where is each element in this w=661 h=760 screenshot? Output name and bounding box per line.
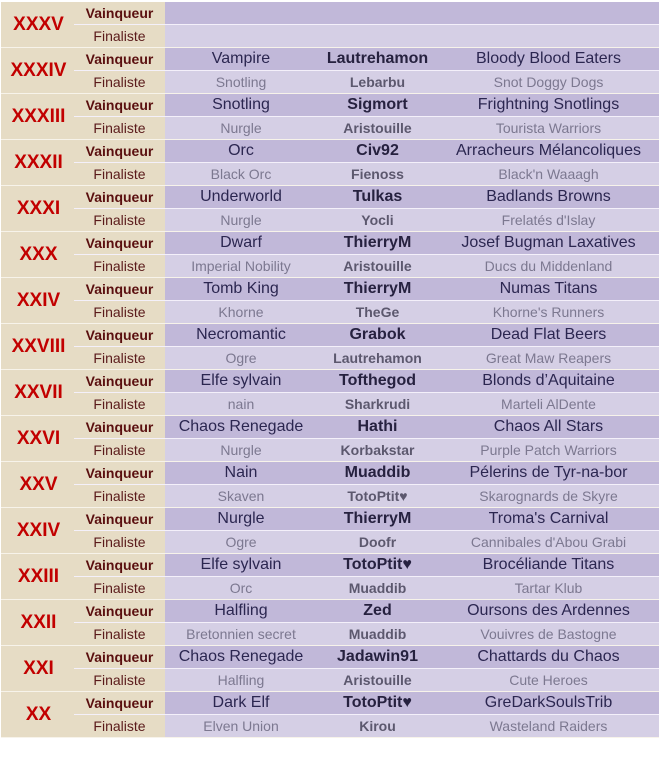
edition-group [1, 2, 659, 48]
winner-race [165, 2, 317, 24]
winner-team: Arracheurs Mélancoliques [438, 140, 659, 162]
winner-label: Vainqueur [74, 140, 165, 162]
winner-race: Dwarf [165, 232, 317, 254]
winner-coach: TotoPtit♥ [317, 692, 438, 714]
winner-team: GreDarkSoulsTrib [438, 692, 659, 714]
edition-group [1, 554, 659, 600]
finalist-race: Nurgle [165, 209, 317, 231]
winner-label: Vainqueur [74, 48, 165, 70]
winner-coach: Zed [317, 600, 438, 622]
winner-row [74, 48, 659, 71]
finalist-team: Vouivres de Bastogne [438, 623, 659, 645]
finalist-race: Halfling [165, 669, 317, 691]
finalist-team: Khorne's Runners [438, 301, 659, 323]
winner-row [74, 646, 659, 669]
finalist-label: Finaliste [74, 117, 165, 139]
edition-number: XXX [1, 232, 74, 277]
winner-coach: Lautrehamon [317, 48, 438, 70]
finalist-coach [317, 25, 438, 47]
finalist-label: Finaliste [74, 531, 165, 553]
winner-coach: ThierryM [317, 232, 438, 254]
finalist-race: Ogre [165, 531, 317, 553]
winner-coach: Grabok [317, 324, 438, 346]
winner-row [74, 232, 659, 255]
winner-coach: Sigmort [317, 94, 438, 116]
finalist-race: nain [165, 393, 317, 415]
finalist-team: Cannibales d'Abou Grabi [438, 531, 659, 553]
finalist-team: Wasteland Raiders [438, 715, 659, 737]
winner-team: Blonds d’Aquitaine [438, 370, 659, 392]
winner-row [74, 600, 659, 623]
finalist-row [74, 117, 659, 139]
edition-group [1, 646, 659, 692]
winner-team: Oursons des Ardennes [438, 600, 659, 622]
winner-row [74, 370, 659, 393]
finalist-coach: Doofr [317, 531, 438, 553]
finalist-row [74, 577, 659, 599]
winner-label: Vainqueur [74, 232, 165, 254]
winner-team: Chattards du Chaos [438, 646, 659, 668]
edition-group [1, 278, 659, 324]
winner-race: Dark Elf [165, 692, 317, 714]
winner-coach: ThierryM [317, 278, 438, 300]
winner-race: Chaos Renegade [165, 646, 317, 668]
finalist-coach: TotoPtit♥ [317, 485, 438, 507]
finalist-label: Finaliste [74, 25, 165, 47]
edition-number: XXXII [1, 140, 74, 185]
finalist-label: Finaliste [74, 623, 165, 645]
results-table [1, 2, 659, 738]
winner-coach: ThierryM [317, 508, 438, 530]
edition-number: XXXV [1, 2, 74, 47]
finalist-label: Finaliste [74, 301, 165, 323]
winner-team: Brocéliande Titans [438, 554, 659, 576]
edition-number: XXVI [1, 416, 74, 461]
winner-coach: Hathi [317, 416, 438, 438]
finalist-coach: TheGe [317, 301, 438, 323]
winner-label: Vainqueur [74, 462, 165, 484]
winner-row [74, 2, 659, 25]
finalist-coach: Lautrehamon [317, 347, 438, 369]
finalist-coach: Aristouille [317, 669, 438, 691]
edition-group [1, 48, 659, 94]
winner-team: Josef Bugman Laxatives [438, 232, 659, 254]
finalist-team: Tourista Warriors [438, 117, 659, 139]
finalist-row [74, 71, 659, 93]
winner-label: Vainqueur [74, 94, 165, 116]
winner-race: Elfe sylvain [165, 370, 317, 392]
finalist-team: Tartar Klub [438, 577, 659, 599]
winner-row [74, 186, 659, 209]
winner-label: Vainqueur [74, 646, 165, 668]
edition-group [1, 324, 659, 370]
winner-race: Chaos Renegade [165, 416, 317, 438]
winner-race: Nurgle [165, 508, 317, 530]
finalist-race: Khorne [165, 301, 317, 323]
edition-number: XXVIII [1, 324, 74, 369]
finalist-coach: Aristouille [317, 117, 438, 139]
finalist-row [74, 623, 659, 645]
finalist-row [74, 715, 659, 737]
finalist-team: Cute Heroes [438, 669, 659, 691]
edition-number: XXIII [1, 554, 74, 599]
winner-label: Vainqueur [74, 324, 165, 346]
finalist-coach: Lebarbu [317, 71, 438, 93]
winner-race: Snotling [165, 94, 317, 116]
winner-race: Nain [165, 462, 317, 484]
edition-number: XXV [1, 462, 74, 507]
finalist-team: Snot Doggy Dogs [438, 71, 659, 93]
edition-number: XXIV [1, 508, 74, 553]
finalist-row [74, 301, 659, 323]
winner-race: Halfling [165, 600, 317, 622]
winner-row [74, 94, 659, 117]
edition-group [1, 370, 659, 416]
winner-coach: Tulkas [317, 186, 438, 208]
finalist-coach: Sharkrudi [317, 393, 438, 415]
winner-race: Elfe sylvain [165, 554, 317, 576]
winner-team: Numas Titans [438, 278, 659, 300]
finalist-coach: Aristouille [317, 255, 438, 277]
finalist-team: Ducs du Middenland [438, 255, 659, 277]
winner-coach: Tofthegod [317, 370, 438, 392]
finalist-team: Purple Patch Warriors [438, 439, 659, 461]
winner-label: Vainqueur [74, 508, 165, 530]
winner-team: Bloody Blood Eaters [438, 48, 659, 70]
winner-row [74, 554, 659, 577]
finalist-race: Ogre [165, 347, 317, 369]
winner-coach: Jadawin91 [317, 646, 438, 668]
finalist-row [74, 669, 659, 691]
finalist-row [74, 209, 659, 231]
winner-team: Frightning Snotlings [438, 94, 659, 116]
finalist-race: Elven Union [165, 715, 317, 737]
finalist-label: Finaliste [74, 209, 165, 231]
finalist-team: Skarognards de Skyre [438, 485, 659, 507]
finalist-race: Imperial Nobility [165, 255, 317, 277]
winner-row [74, 324, 659, 347]
winner-coach [317, 2, 438, 24]
finalist-row [74, 255, 659, 277]
edition-number: XX [1, 692, 74, 737]
finalist-race: Nurgle [165, 117, 317, 139]
finalist-coach: Korbakstar [317, 439, 438, 461]
finalist-coach: Kirou [317, 715, 438, 737]
finalist-coach: Fienoss [317, 163, 438, 185]
finalist-coach: Muaddib [317, 577, 438, 599]
winner-coach: TotoPtit♥ [317, 554, 438, 576]
finalist-label: Finaliste [74, 485, 165, 507]
winner-label: Vainqueur [74, 554, 165, 576]
edition-number: XXXI [1, 186, 74, 231]
winner-coach: Muaddib [317, 462, 438, 484]
finalist-row [74, 347, 659, 369]
winner-team: Troma's Carnival [438, 508, 659, 530]
finalist-team: Marteli AlDente [438, 393, 659, 415]
winner-row [74, 140, 659, 163]
winner-race: Orc [165, 140, 317, 162]
winner-team: Chaos All Stars [438, 416, 659, 438]
edition-group [1, 416, 659, 462]
winner-label: Vainqueur [74, 600, 165, 622]
finalist-label: Finaliste [74, 347, 165, 369]
winner-race: Necromantic [165, 324, 317, 346]
finalist-row [74, 485, 659, 507]
finalist-race: Black Orc [165, 163, 317, 185]
winner-row [74, 278, 659, 301]
edition-number: XXI [1, 646, 74, 691]
finalist-label: Finaliste [74, 439, 165, 461]
finalist-team [438, 25, 659, 47]
finalist-race: Orc [165, 577, 317, 599]
winner-row [74, 416, 659, 439]
finalist-team: Black'n Waaagh [438, 163, 659, 185]
winner-label: Vainqueur [74, 692, 165, 714]
finalist-row [74, 439, 659, 461]
finalist-coach: Muaddib [317, 623, 438, 645]
finalist-label: Finaliste [74, 163, 165, 185]
winner-label: Vainqueur [74, 370, 165, 392]
finalist-coach: Yocli [317, 209, 438, 231]
winner-label: Vainqueur [74, 186, 165, 208]
winner-team: Dead Flat Beers [438, 324, 659, 346]
winner-race: Underworld [165, 186, 317, 208]
edition-group [1, 186, 659, 232]
winner-team: Pélerins de Tyr-na-bor [438, 462, 659, 484]
winner-team: Badlands Browns [438, 186, 659, 208]
winner-row [74, 692, 659, 715]
winner-label: Vainqueur [74, 278, 165, 300]
edition-number: XXIV [1, 278, 74, 323]
winner-coach: Civ92 [317, 140, 438, 162]
edition-group [1, 232, 659, 278]
winner-label: Vainqueur [74, 416, 165, 438]
finalist-row [74, 393, 659, 415]
edition-group [1, 600, 659, 646]
edition-number: XXXIII [1, 94, 74, 139]
edition-group [1, 140, 659, 186]
finalist-team: Frelatés d'Islay [438, 209, 659, 231]
winner-row [74, 462, 659, 485]
winner-label: Vainqueur [74, 2, 165, 24]
finalist-label: Finaliste [74, 577, 165, 599]
finalist-race: Snotling [165, 71, 317, 93]
finalist-race [165, 25, 317, 47]
finalist-row [74, 25, 659, 47]
finalist-row [74, 531, 659, 553]
edition-number: XXII [1, 600, 74, 645]
winner-race: Tomb King [165, 278, 317, 300]
edition-group [1, 462, 659, 508]
finalist-race: Nurgle [165, 439, 317, 461]
edition-number: XXVII [1, 370, 74, 415]
winner-team [438, 2, 659, 24]
winner-race: Vampire [165, 48, 317, 70]
edition-number: XXXIV [1, 48, 74, 93]
finalist-label: Finaliste [74, 255, 165, 277]
winner-row [74, 508, 659, 531]
finalist-label: Finaliste [74, 393, 165, 415]
finalist-row [74, 163, 659, 185]
finalist-race: Skaven [165, 485, 317, 507]
edition-group [1, 94, 659, 140]
edition-group [1, 692, 659, 738]
finalist-team: Great Maw Reapers [438, 347, 659, 369]
finalist-label: Finaliste [74, 71, 165, 93]
edition-group [1, 508, 659, 554]
finalist-race: Bretonnien secret [165, 623, 317, 645]
finalist-label: Finaliste [74, 669, 165, 691]
finalist-label: Finaliste [74, 715, 165, 737]
